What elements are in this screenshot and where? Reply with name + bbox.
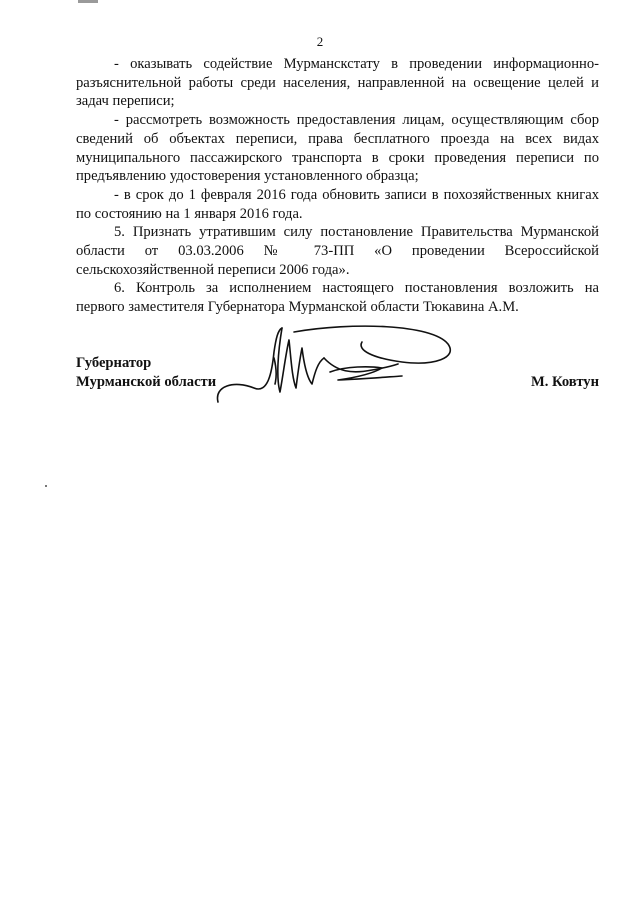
signer-position-line2: Мурманской области <box>76 373 217 390</box>
signer-position-line1: Губернатор <box>76 355 152 371</box>
page-number: 2 <box>316 34 324 49</box>
signature-stroke-curl <box>330 367 402 380</box>
paragraph-update-records: - в срок до 1 февраля 2016 года обновить записи в похозяйственных книгах по состоянию на 1 января 2016 года. <box>76 186 599 222</box>
scan-edge-mark <box>78 0 98 3</box>
handwritten-signature <box>212 322 457 412</box>
paragraph-control: 6. Контроль за исполнением настоящего постановления возложить на первого заместителя Губернатора Мурманской области Тюкавина А.М. <box>76 280 599 316</box>
signature-stroke-sweep <box>294 326 450 363</box>
scan-speck <box>45 485 47 487</box>
paragraph-free-transport: - рассмотреть возможность предоставления лицам, осуществляющим сбор сведений об объектах переписи, права бесплатного проезда на всех видах муниципального пассажирского транспорта в сроки проведения переписи по предъявлению удостоверения установленного образца; <box>76 112 599 185</box>
paragraph-repeal-decree: 5. Признать утратившим силу постановление Правительства Мурманской области от 03.03.2006 № 73-ПП «О проведении Всероссийской сельскохозяйственной переписи 2006 года». <box>76 224 599 278</box>
signature-stroke-extra <box>274 358 276 384</box>
signature-stroke-loop <box>217 328 282 402</box>
signer-name: М. Ковтун <box>530 373 599 390</box>
paragraph-assist-mstat: - оказывать содействие Мурманскстату в проведении информационно-разъяснительной работы среди населения, направленной на освещение целей и задач переписи; <box>76 56 599 110</box>
signature-stroke-main <box>278 328 324 392</box>
document-body <box>76 55 599 317</box>
signer-position <box>76 354 216 391</box>
